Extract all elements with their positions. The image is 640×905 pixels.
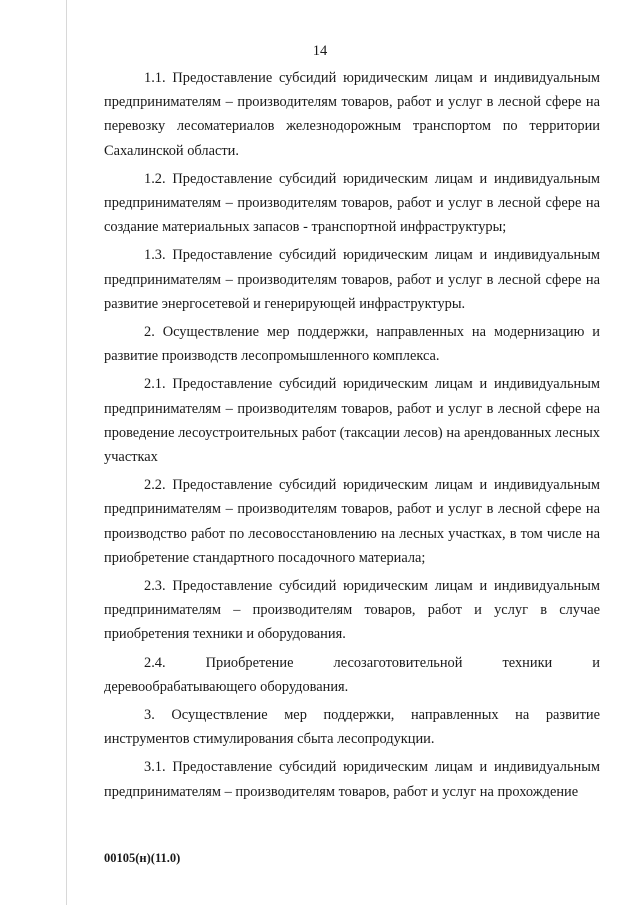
paragraph-1-1: 1.1. Предоставление субсидий юридическим лицам и индивидуальным предпринимателям – производителям товаров, работ и услуг в лесной сфере на перевозку лесоматериалов железнодорожным транспортом по территории Сахалинской области.	[104, 70, 600, 159]
page-number: 14	[312, 43, 328, 59]
document-code-footer: 00105(н)(11.0)	[104, 851, 181, 865]
paragraph-3: 3. Осуществление мер поддержки, направленных на развитие инструментов стимулирования сбыта лесопродукции.	[104, 707, 600, 748]
paragraph-1-2: 1.2. Предоставление субсидий юридическим лицам и индивидуальным предпринимателям – производителям товаров, работ и услуг в лесной сфере на создание материальных запасов - транспортной инфраструктуры;	[104, 170, 600, 236]
paragraph-2: 2. Осуществление мер поддержки, направленных на модернизацию и развитие производств лесопромышленного комплекса.	[104, 324, 600, 365]
paragraph-2-1: 2.1. Предоставление субсидий юридическим лицам и индивидуальным предпринимателям – производителям товаров, работ и услуг в лесной сфере на проведение лесоустроительных работ (таксации лесов) на арендованных лесных участках	[104, 376, 600, 466]
document-body	[104, 66, 600, 808]
paragraph-2-4: 2.4. Приобретение лесозаготовительной техники и деревообрабатывающего оборудования.	[104, 654, 600, 695]
paragraph-1-3: 1.3. Предоставление субсидий юридическим лицам и индивидуальным предпринимателям – производителям товаров, работ и услуг в лесной сфере на развитие энергосетевой и генерирующей инфраструктуры.	[104, 247, 600, 312]
paragraph-2-2: 2.2. Предоставление субсидий юридическим лицам и индивидуальным предпринимателям – производителям товаров, работ и услуг в лесной сфере на производство работ по лесовосстановлению на лесных участках, в том числе на приобретение стандартного посадочного материала;	[104, 477, 600, 566]
paragraph-3-1: 3.1. Предоставление субсидий юридическим лицам и индивидуальным предпринимателям – производителям товаров, работ и услуг на прохождение	[104, 759, 600, 800]
scan-artifact-line	[66, 0, 67, 905]
paragraph-2-3: 2.3. Предоставление субсидий юридическим лицам и индивидуальным предпринимателям – производителям товаров, работ и услуг в случае приобретения техники и оборудования.	[104, 578, 600, 643]
